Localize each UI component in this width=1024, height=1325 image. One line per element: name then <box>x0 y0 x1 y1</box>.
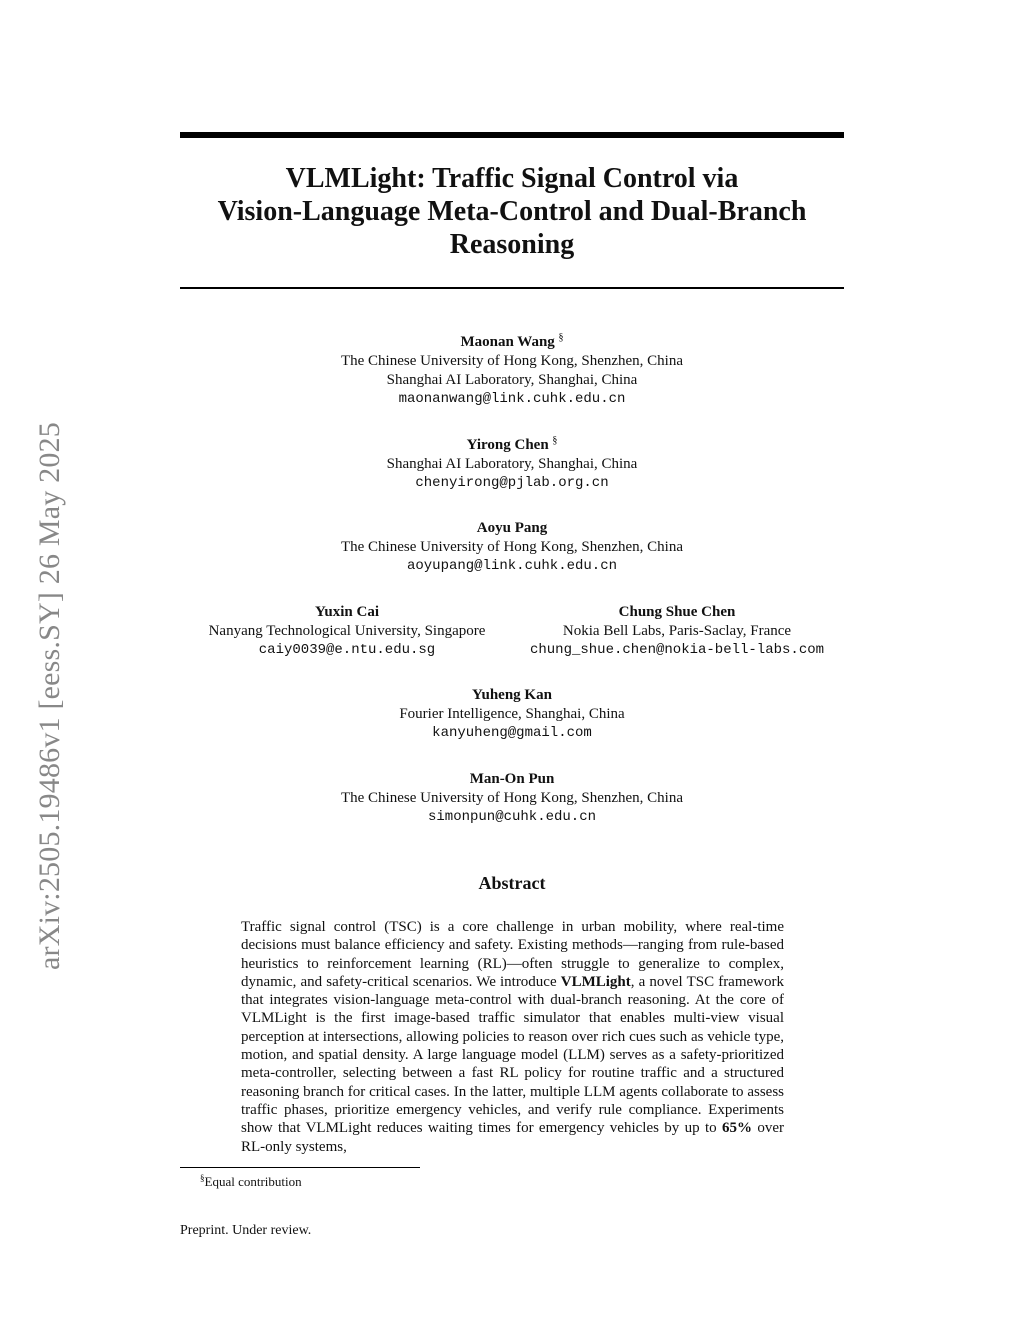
footnote-rule <box>180 1167 420 1168</box>
author-block-chung-shue-chen <box>507 603 847 660</box>
author-email[interactable]: maonanwang@link.cuhk.edu.cn <box>398 391 626 407</box>
author-affiliation: The Chinese University of Hong Kong, Shenzhen, China <box>340 790 684 806</box>
author-block-yuxin-cai <box>177 603 517 660</box>
author-affiliation: Fourier Intelligence, Shanghai, China <box>399 706 625 722</box>
title-top-rule <box>180 132 844 138</box>
author-affiliation: Shanghai AI Laboratory, Shanghai, China <box>386 372 638 388</box>
author-email[interactable]: kanyuheng@gmail.com <box>432 725 592 741</box>
equal-contribution-mark: § <box>552 435 558 446</box>
arxiv-side-identifier: arXiv:2505.19486v1 [eess.SY] 26 May 2025 <box>33 422 66 970</box>
author-block-aoyu-pang <box>180 519 844 576</box>
equal-contribution-mark: § <box>558 332 564 343</box>
author-email[interactable]: caiy0039@e.ntu.edu.sg <box>258 642 436 658</box>
author-name: Chung Shue Chen <box>618 604 736 620</box>
author-email[interactable]: chung_shue.chen@nokia-bell-labs.com <box>529 642 825 658</box>
author-affiliation: Nokia Bell Labs, Paris-Saclay, France <box>562 623 792 639</box>
abstract-bold-metric: 65% <box>722 1120 752 1137</box>
abstract-body <box>241 918 784 1156</box>
title-line-1: VLMLight: Traffic Signal Control via <box>285 163 739 194</box>
preprint-notice: Preprint. Under review. <box>180 1223 312 1238</box>
author-email[interactable]: chenyirong@pjlab.org.cn <box>415 475 609 491</box>
author-email[interactable]: simonpun@cuhk.edu.cn <box>427 809 597 825</box>
author-name: Yirong Chen <box>466 437 549 453</box>
abstract-bold-method: VLMLight <box>560 973 631 990</box>
footnote-text: Equal contribution <box>204 1174 302 1189</box>
title-line-3: Reasoning <box>449 229 575 260</box>
footnote <box>200 1173 302 1190</box>
author-block-maonan-wang <box>180 333 844 409</box>
paper-title <box>180 162 844 261</box>
title-line-2: Vision-Language Meta-Control and Dual-Branch <box>217 196 807 227</box>
title-bottom-rule <box>180 287 844 289</box>
author-name: Man-On Pun <box>469 771 555 787</box>
author-name: Yuheng Kan <box>472 687 552 703</box>
author-block-yuheng-kan <box>180 686 844 743</box>
author-email[interactable]: aoyupang@link.cuhk.edu.cn <box>406 558 618 574</box>
author-name: Aoyu Pang <box>476 520 548 536</box>
author-block-man-on-pun <box>180 770 844 827</box>
abstract-heading: Abstract <box>478 873 546 893</box>
author-name: Yuxin Cai <box>314 604 380 620</box>
author-affiliation: Shanghai AI Laboratory, Shanghai, China <box>386 456 638 472</box>
author-affiliation: Nanyang Technological University, Singapore <box>208 623 486 639</box>
author-name: Maonan Wang <box>460 334 555 350</box>
abstract-text-1: Traffic signal control (TSC) is a core challenge in urban mobility, where real-time decisions must balance efficiency and safety. Existing methods—ranging from rule-based heuristics to reinforcement learning (RL)—often struggle to generalize to complex, dynamic, and safety-critical scenarios. We introduce <box>241 919 784 990</box>
footnote-mark: § <box>200 1173 205 1183</box>
author-affiliation: The Chinese University of Hong Kong, Shenzhen, China <box>340 353 684 369</box>
author-block-yirong-chen <box>180 436 844 493</box>
abstract-text-2: , a novel TSC framework that integrates vision-language meta-control with dual-branch reasoning. At the core of VLMLight is the first image-based traffic simulator that enables multi-view visual perception at intersections, allowing policies to reason over rich cues such as vehicle type, motion, and spatial density. A large language model (LLM) serves as a safety-prioritized meta-controller, selecting between a fast RL policy for routine traffic and a structured reasoning branch for critical cases. In the latter, multiple LLM agents collaborate to assess traffic phases, prioritize emergency vehicles, and verify rule compliance. Experiments show that VLMLight reduces waiting times for emergency vehicles by up to <box>241 973 784 1137</box>
abstract-text-3: over RL-only systems, <box>241 1120 784 1155</box>
author-affiliation: The Chinese University of Hong Kong, Shenzhen, China <box>340 539 684 555</box>
